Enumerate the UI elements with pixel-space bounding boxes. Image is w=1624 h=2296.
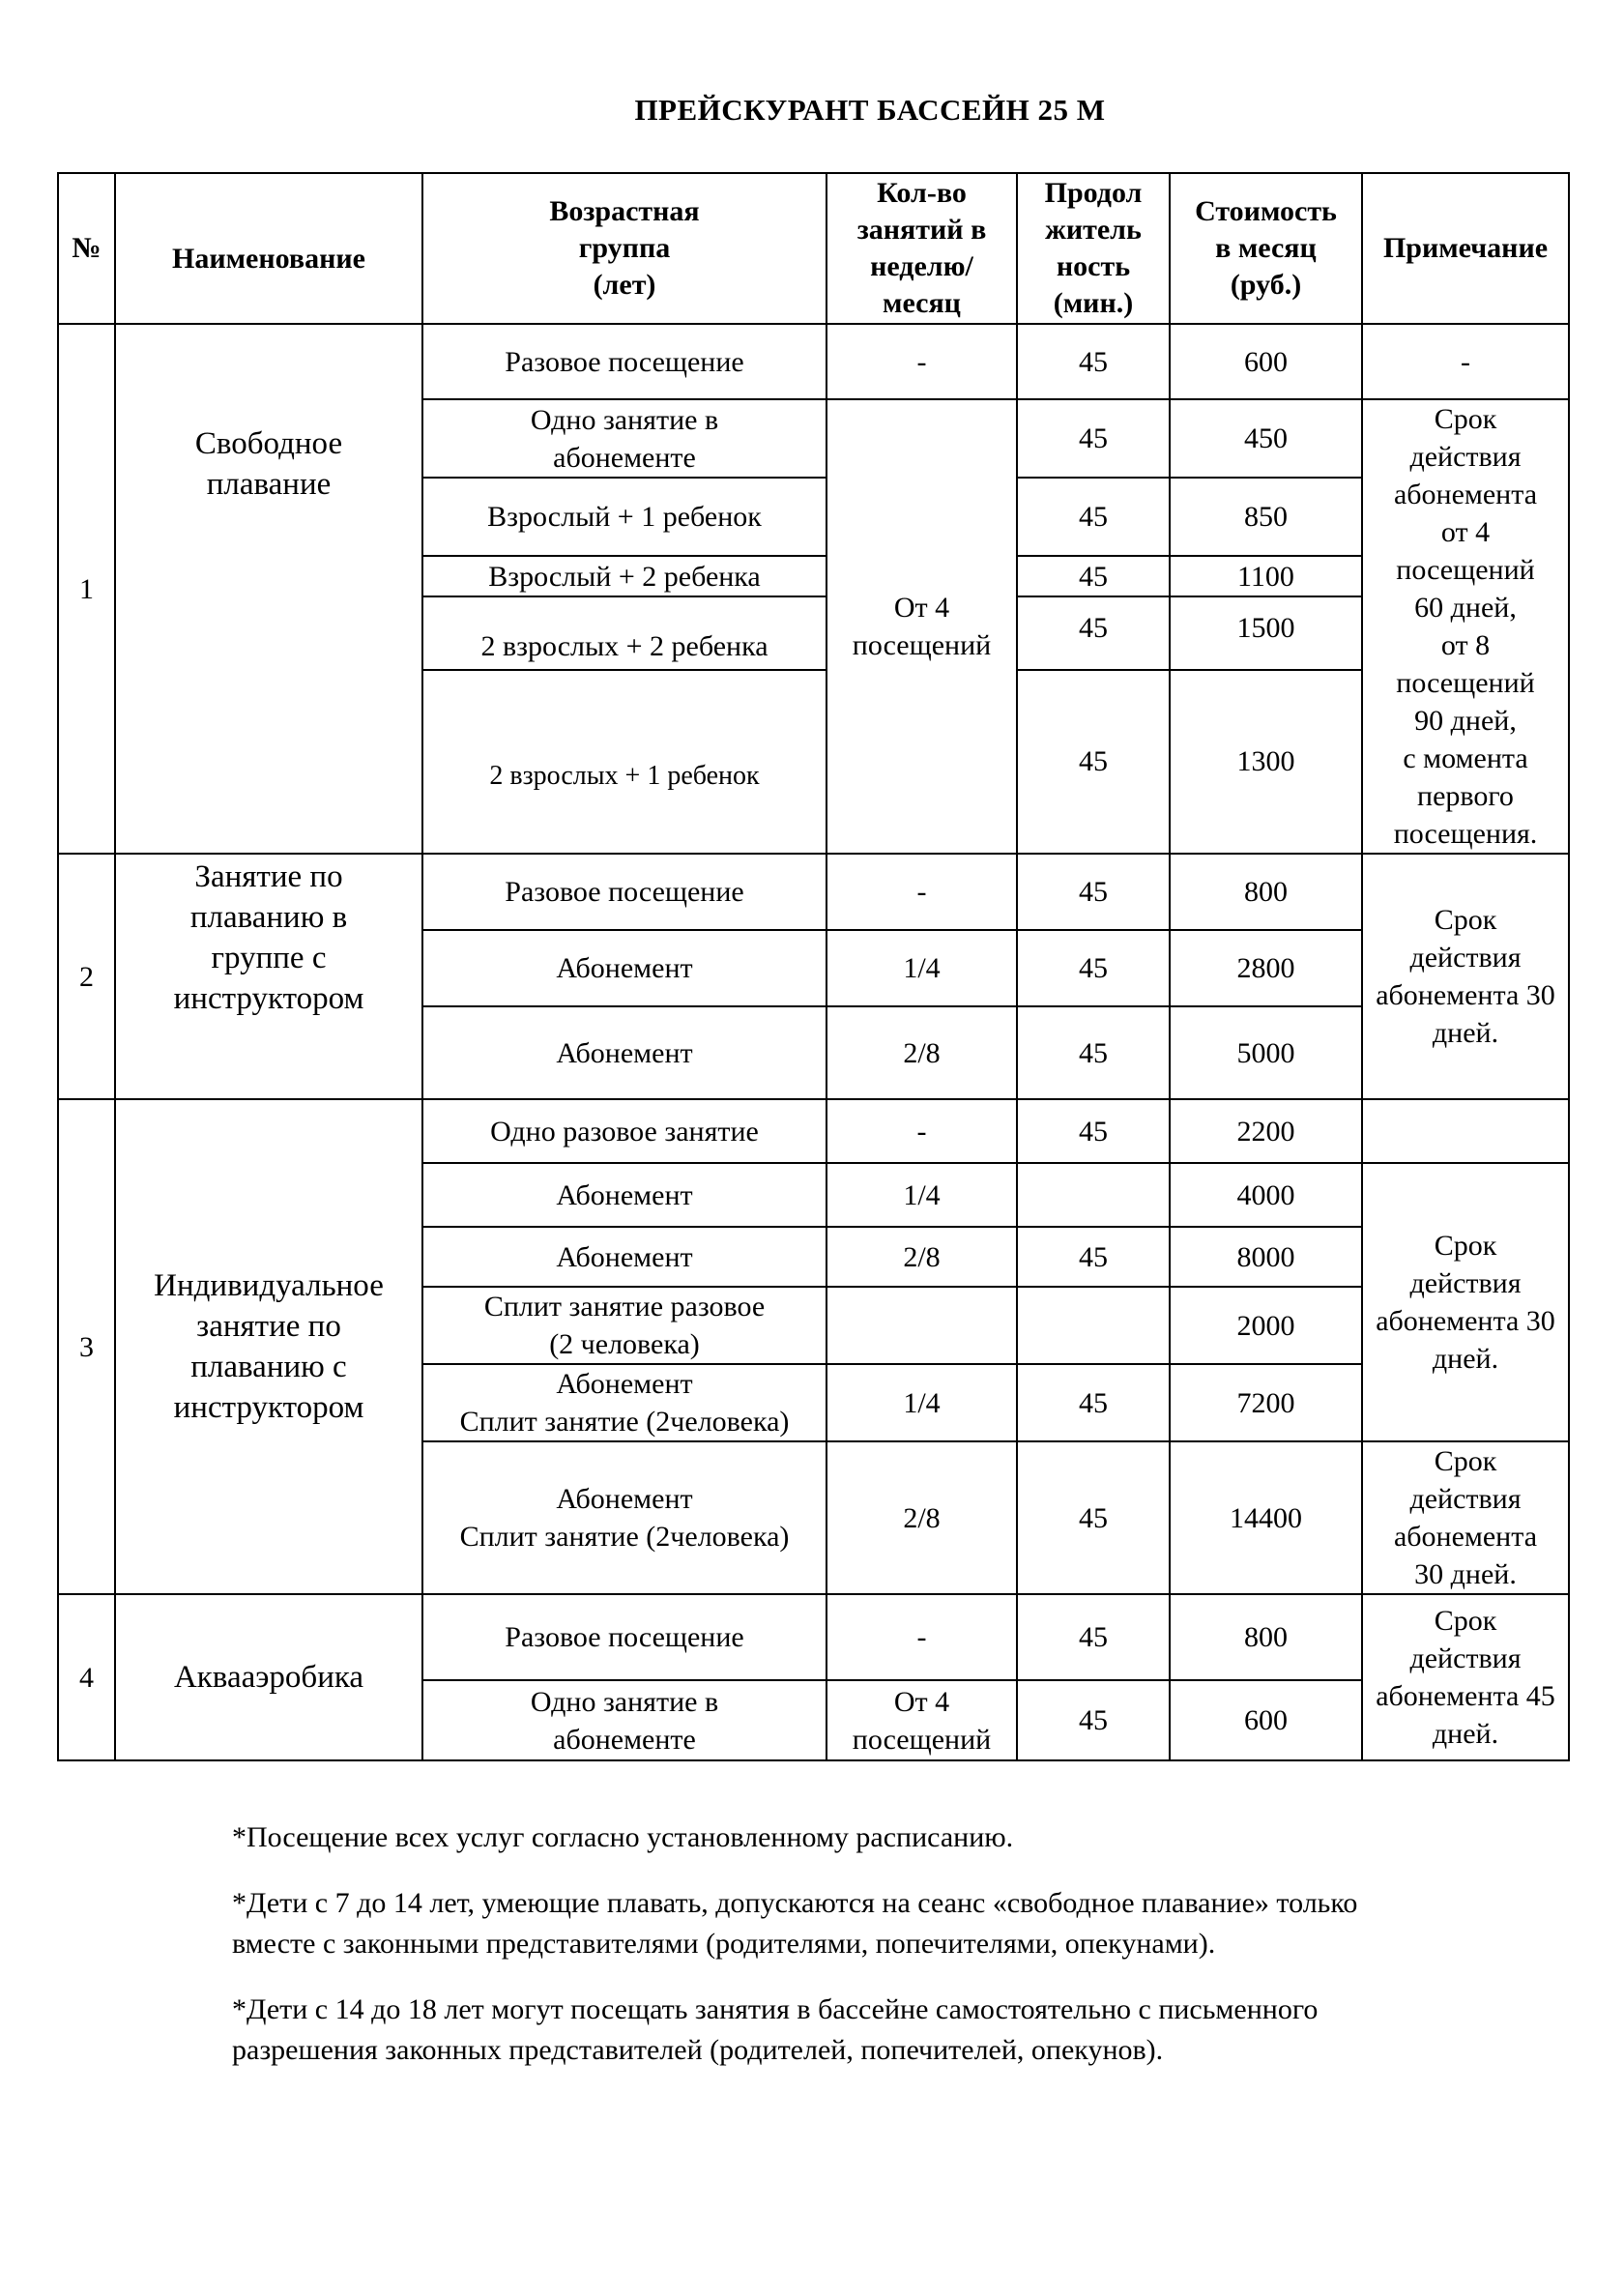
count-cell: - xyxy=(826,324,1017,399)
count-cell: 1/4 xyxy=(826,1364,1017,1441)
price-table xyxy=(57,172,1570,1761)
cost-cell: 1500 xyxy=(1170,596,1362,669)
duration-cell: 45 xyxy=(1017,1364,1170,1441)
count-cell: 2/8 xyxy=(826,1006,1017,1099)
service-name: Свободное плавание xyxy=(115,324,422,854)
age-group-cell: Абонемент Сплит занятие (2человека) xyxy=(422,1441,826,1594)
count-cell: 1/4 xyxy=(826,1163,1017,1227)
cost-cell: 1100 xyxy=(1170,556,1362,597)
header-group: Возрастная группа (лет) xyxy=(422,173,826,324)
note-cell: Срок действия абонемента 30 дней. xyxy=(1362,1441,1569,1594)
service-name: Индивидуальное занятие по плаванию с инструктором xyxy=(115,1099,422,1594)
count-cell: 1/4 xyxy=(826,930,1017,1006)
note-cell: Срок действия абонемента 45 дней. xyxy=(1362,1594,1569,1760)
age-group-cell: Абонемент Сплит занятие (2человека) xyxy=(422,1364,826,1441)
age-group-cell: Абонемент xyxy=(422,930,826,1006)
service-name: Аквааэробика xyxy=(115,1594,422,1760)
age-group-cell: Одно занятие в абонементе xyxy=(422,399,826,478)
age-group-cell: Разовое посещение xyxy=(422,1594,826,1680)
age-group-cell: Абонемент xyxy=(422,1227,826,1287)
age-group-cell: 2 взрослых + 1 ребенок xyxy=(422,670,826,854)
duration-cell: 45 xyxy=(1017,670,1170,854)
cost-cell: 7200 xyxy=(1170,1364,1362,1441)
cost-cell: 450 xyxy=(1170,399,1362,478)
header-num: № xyxy=(58,173,115,324)
header-duration: Продол житель ность (мин.) xyxy=(1017,173,1170,324)
table-row xyxy=(58,1099,1569,1163)
table-row xyxy=(58,854,1569,930)
cost-cell: 800 xyxy=(1170,854,1362,930)
duration-cell: 45 xyxy=(1017,1594,1170,1680)
cost-cell: 2200 xyxy=(1170,1099,1362,1163)
duration-cell: 45 xyxy=(1017,324,1170,399)
age-group-cell: Разовое посещение xyxy=(422,324,826,399)
row-num: 4 xyxy=(58,1594,115,1760)
cost-cell: 600 xyxy=(1170,1680,1362,1760)
cost-cell: 8000 xyxy=(1170,1227,1362,1287)
duration-cell: 45 xyxy=(1017,556,1170,597)
duration-cell: 45 xyxy=(1017,1227,1170,1287)
row-num: 1 xyxy=(58,324,115,854)
footnote: *Дети с 7 до 14 лет, умеющие плавать, допускаются на сеанс «свободное плавание» только вместе с законными представителями (родителями, попечителями, опекунами). xyxy=(232,1887,1358,1960)
duration-cell: 45 xyxy=(1017,1006,1170,1099)
cost-cell: 600 xyxy=(1170,324,1362,399)
note-cell: Срок действия абонемента 30 дней. xyxy=(1362,1163,1569,1441)
age-group-cell: Одно занятие в абонементе xyxy=(422,1680,826,1760)
count-cell: 2/8 xyxy=(826,1227,1017,1287)
header-note: Примечание xyxy=(1362,173,1569,324)
age-group-cell: 2 взрослых + 2 ребенка xyxy=(422,596,826,669)
header-name: Наименование xyxy=(115,173,422,324)
cost-cell: 850 xyxy=(1170,478,1362,555)
age-group-cell: Абонемент xyxy=(422,1163,826,1227)
cost-cell: 5000 xyxy=(1170,1006,1362,1099)
page-title: ПРЕЙСКУРАНТ БАССЕЙН 25 М xyxy=(634,93,1106,127)
header-count: Кол-во занятий в неделю/ месяц xyxy=(826,173,1017,324)
count-cell: - xyxy=(826,1594,1017,1680)
footnotes xyxy=(232,1817,1585,2096)
duration-cell xyxy=(1017,1163,1170,1227)
footnote: *Дети с 14 до 18 лет могут посещать занятия в бассейне самостоятельно с письменного разрешения законных представителей (родителей, попечителей, опекунов). xyxy=(232,1993,1319,2066)
duration-cell: 45 xyxy=(1017,1680,1170,1760)
count-cell: От 4 посещений xyxy=(826,1680,1017,1760)
age-group-cell: Одно разовое занятие xyxy=(422,1099,826,1163)
count-cell xyxy=(826,1287,1017,1364)
header-cost: Стоимость в месяц (руб.) xyxy=(1170,173,1362,324)
note-cell xyxy=(1362,1099,1569,1163)
age-group-cell: Абонемент xyxy=(422,1006,826,1099)
table-row xyxy=(58,1594,1569,1680)
cost-cell: 14400 xyxy=(1170,1441,1362,1594)
count-cell: - xyxy=(826,1099,1017,1163)
duration-cell: 45 xyxy=(1017,399,1170,478)
age-group-cell: Взрослый + 1 ребенок xyxy=(422,478,826,555)
age-group-cell: Сплит занятие разовое (2 человека) xyxy=(422,1287,826,1364)
count-cell: - xyxy=(826,854,1017,930)
age-group-cell: Разовое посещение xyxy=(422,854,826,930)
age-group-cell: Взрослый + 2 ребенка xyxy=(422,556,826,597)
cost-cell: 800 xyxy=(1170,1594,1362,1680)
count-cell: От 4 посещений xyxy=(826,399,1017,854)
note-cell: Срок действия абонемента 30 дней. xyxy=(1362,854,1569,1099)
duration-cell: 45 xyxy=(1017,1441,1170,1594)
duration-cell: 45 xyxy=(1017,478,1170,555)
cost-cell: 2800 xyxy=(1170,930,1362,1006)
duration-cell: 45 xyxy=(1017,930,1170,1006)
duration-cell: 45 xyxy=(1017,596,1170,669)
row-num: 2 xyxy=(58,854,115,1099)
note-cell: - xyxy=(1362,324,1569,399)
cost-cell: 2000 xyxy=(1170,1287,1362,1364)
duration-cell: 45 xyxy=(1017,1099,1170,1163)
cost-cell: 4000 xyxy=(1170,1163,1362,1227)
row-num: 3 xyxy=(58,1099,115,1594)
service-name: Занятие по плаванию в группе с инструктором xyxy=(115,854,422,1099)
cost-cell: 1300 xyxy=(1170,670,1362,854)
duration-cell: 45 xyxy=(1017,854,1170,930)
footnote: *Посещение всех услуг согласно установленному расписанию. xyxy=(232,1821,1014,1853)
table-row xyxy=(58,324,1569,399)
note-cell: Срок действия абонемента от 4 посещений 60 дней, от 8 посещений 90 дней, с момента первого посещения. xyxy=(1362,399,1569,854)
count-cell: 2/8 xyxy=(826,1441,1017,1594)
header-row xyxy=(58,173,1569,324)
duration-cell xyxy=(1017,1287,1170,1364)
